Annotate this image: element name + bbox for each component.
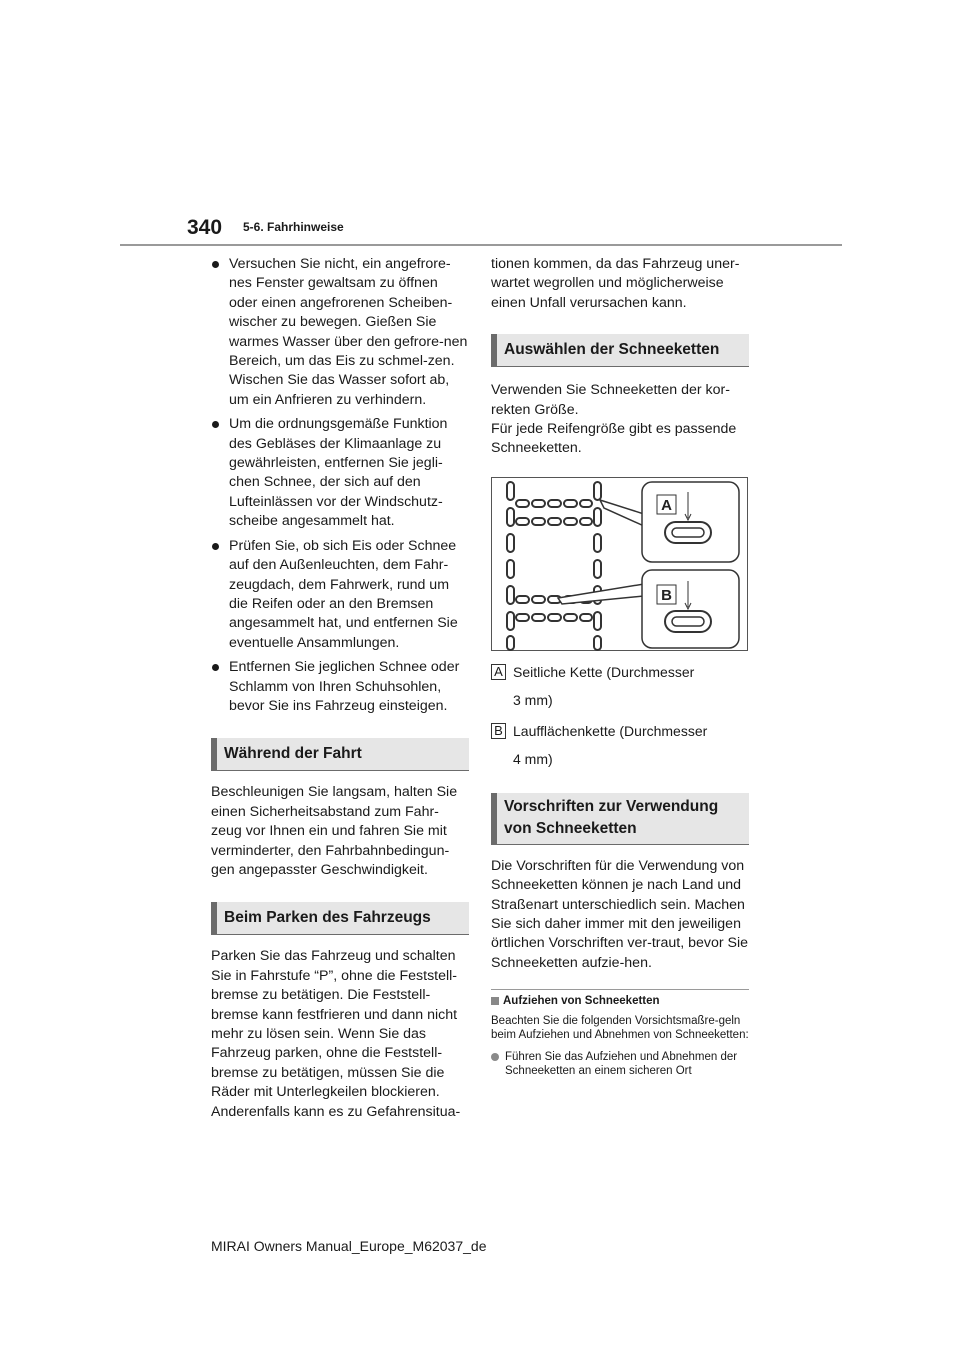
page-number: 340 — [187, 216, 223, 239]
legend-key-b: B — [491, 723, 506, 739]
chain-drawing — [507, 482, 601, 650]
snow-chain-figure — [491, 477, 748, 651]
list-item: Um die ordnungsgemäße Funktion des Gebläses der Klimaanlage zu gewährleisten, entfernen Sie jegli-chen Schnee, der sich auf den Lufteinlässen vor der Windschutz-scheibe angesammelt hat. — [211, 415, 469, 531]
paragraph-driving: Beschleunigen Sie langsam, halten Sie einen Sicherheitsabstand zum Fahr-zeug vor Ihnen ein und fahren Sie mit verminderter, den Fahrbahnbedingun-gen angepasster Geschwindigkeit. — [211, 784, 458, 878]
sub-heading-fitting-chains: Aufziehen von Schneeketten — [491, 994, 749, 1009]
legend-text-b-line1: Laufflächenkette (Durchmesser — [513, 722, 708, 739]
paragraph-chain-rules: Die Vorschriften für die Verwendung von Schneeketten können je nach Land und Straßenart unterschiedlich sein. Machen Sie sich daher immer mit den jeweiligen örtlichen Vorschriften ver-traut, bevor Sie Schneeketten aufzie-hen. — [491, 857, 749, 971]
paragraph-parking: Parken Sie das Fahrzeug und schalten Sie in Fahrstufe “P”, ohne die Feststell-bremse zu betätigen. Die Feststell-bremse kann festfrieren und dann nicht mehr zu lösen sein. Wenn Sie das Fahrzeug parken, ohne die Feststell-bremse zu betätigen, müssen Sie die Räder mit Unterlegkeilen blockieren. Anderenfalls kann es zu Gefahrensitua- — [211, 948, 461, 1120]
sub-list-item: Führen Sie das Aufziehen und Abnehmen der Schneeketten an einem sicheren Ort — [491, 1050, 749, 1078]
header-rule — [120, 244, 842, 246]
legend-text-b-line2: 4 mm) — [513, 750, 553, 767]
callout-a-label: A — [661, 496, 672, 514]
paragraph-continued: tionen kommen, da das Fahrzeug uner-wartet wegrollen und möglicherweise einen Unfall verursachen kann. — [491, 256, 740, 311]
sub-section-rule — [491, 989, 749, 990]
list-item: Prüfen Sie, ob sich Eis oder Schnee auf den Außenleuchten, dem Fahr-zeugdach, dem Fahrwerk, rund um die Reifen oder an den Bremsen angesammelt hat, und entfernen Sie eventuelle Ansammlungen. — [211, 537, 469, 653]
left-column — [211, 250, 469, 1122]
figure-legend — [491, 663, 749, 769]
legend-key-a: A — [491, 664, 506, 680]
list-item: Versuchen Sie nicht, ein angefrore-nes Fenster gewaltsam zu öffnen oder einen angefrorenen Scheiben-wischer zu bewegen. Gießen Sie warmes Wasser über den gefrore-nen Bereich, um das Eis zu schmel-zen. Wischen Sie das Wasser sofort ab, um ein Anfrieren zu verhindern. — [211, 255, 469, 410]
legend-text-a-line2: 3 mm) — [513, 691, 553, 708]
callout-b-label: B — [661, 586, 672, 604]
sub-paragraph-fitting-chains: Beachten Sie die folgenden Vorsichtsmaßre-geln beim Aufziehen und Abnehmen von Schneeketten: — [491, 1015, 749, 1042]
right-column — [491, 250, 749, 1078]
legend-text-a-line1: Seitliche Kette (Durchmesser — [513, 663, 695, 680]
snow-chain-diagram — [492, 478, 749, 652]
legend-item-b — [491, 722, 749, 769]
footer-text: MIRAI Owners Manual_Europe_M62037_de — [211, 1238, 487, 1254]
callout-b-detail — [558, 570, 739, 648]
heading-parking: Beim Parken des Fahrzeugs — [211, 902, 469, 935]
legend-item-a — [491, 663, 749, 710]
section-label: 5-6. Fahrhinweise — [243, 220, 344, 234]
heading-chain-rules: Vorschriften zur Verwendung von Schneeketten — [491, 793, 749, 845]
heading-driving: Während der Fahrt — [211, 738, 469, 771]
callout-a-detail — [600, 482, 739, 562]
list-item: Entfernen Sie jeglichen Schnee oder Schlamm von Ihren Schuhsohlen, bevor Sie ins Fahrzeug einsteigen. — [211, 658, 469, 716]
heading-select-chains: Auswählen der Schneeketten — [491, 334, 749, 367]
paragraph-select-chains: Verwenden Sie Schneeketten der kor-rekten Größe. Für jede Reifengröße gibt es passende Schneeketten. — [491, 382, 737, 457]
winter-tips-list — [211, 255, 469, 716]
